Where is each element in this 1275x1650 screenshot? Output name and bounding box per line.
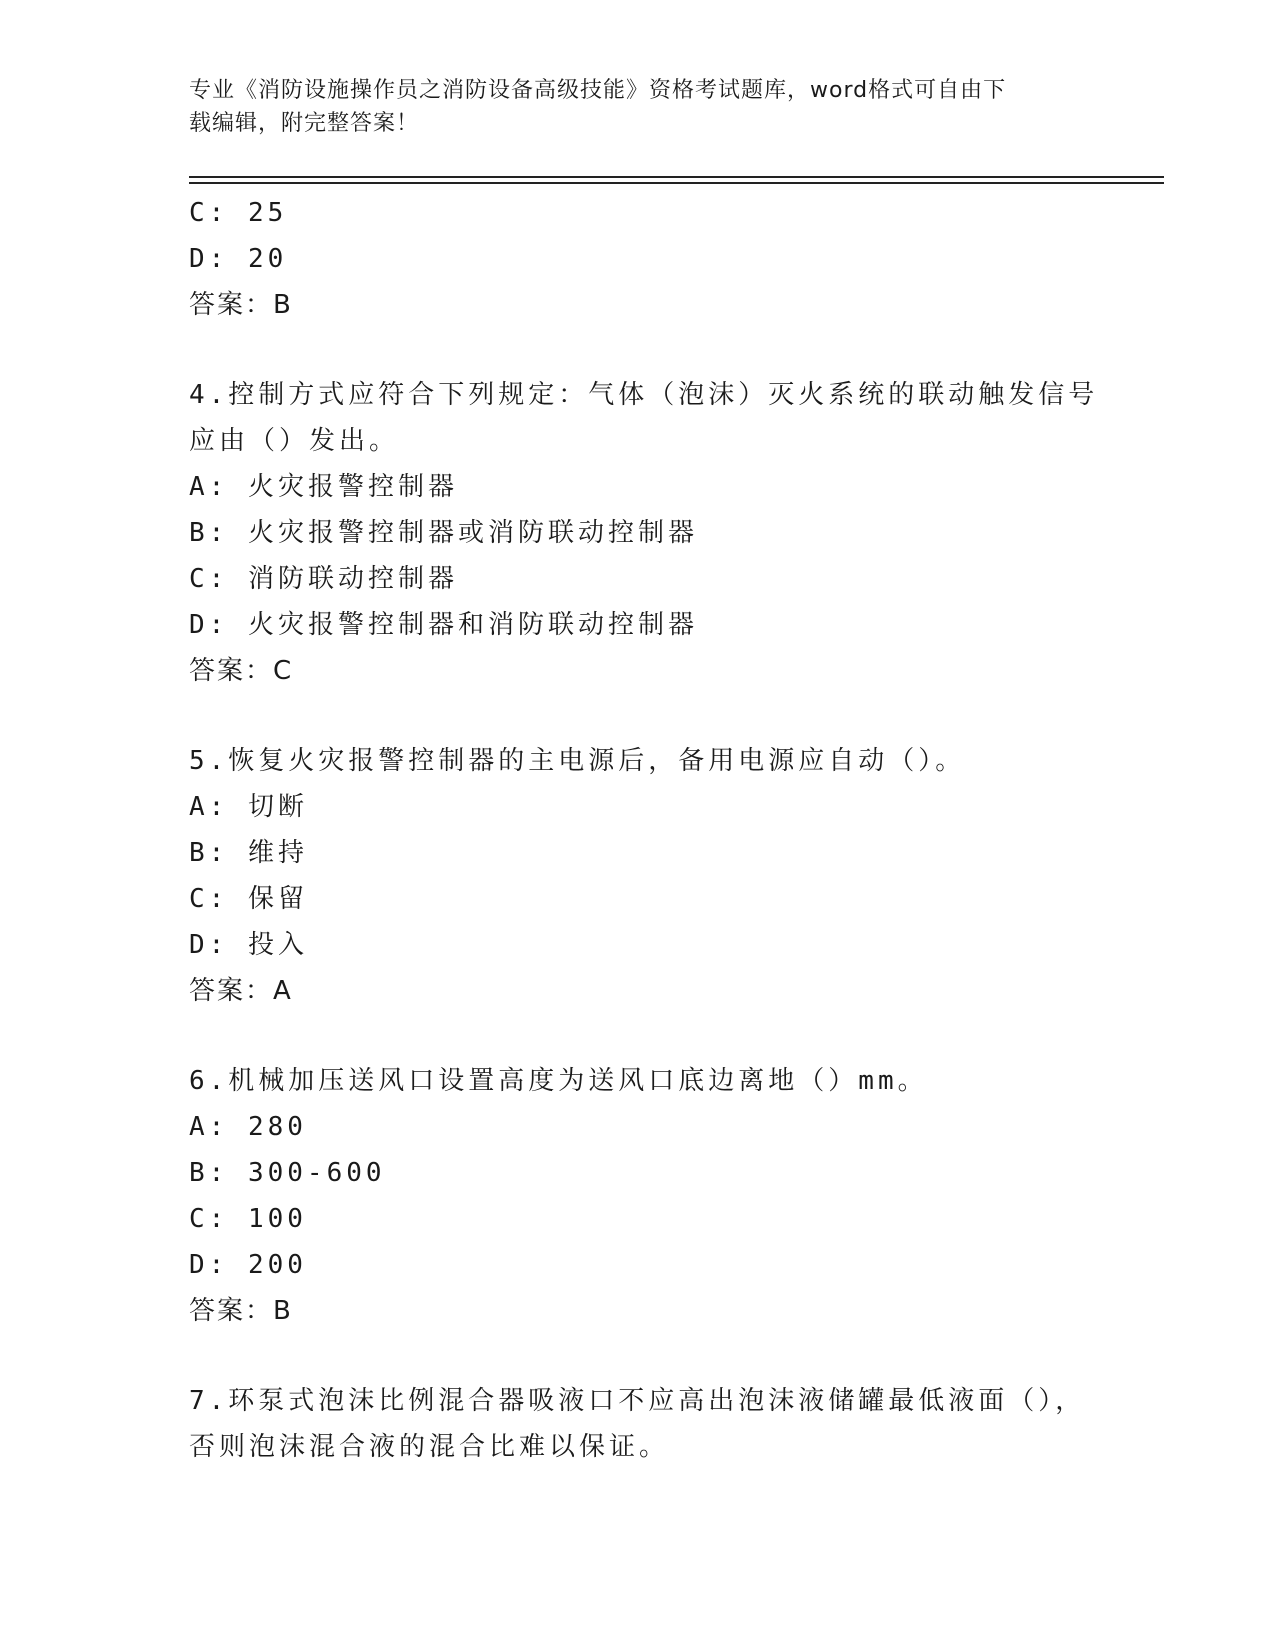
question-list xyxy=(189,190,1149,1470)
option-c: C: 消防联动控制器 xyxy=(189,564,458,594)
option-d: D: 投入 xyxy=(189,930,308,960)
option-d: D: 200 xyxy=(189,1250,307,1280)
option-c: C: 25 xyxy=(189,198,288,228)
answer: 答案：B xyxy=(189,290,293,320)
question-7 xyxy=(189,1378,1149,1470)
option-c: C: 100 xyxy=(189,1204,307,1234)
question-stem: 5.恢复火灾报警控制器的主电源后，备用电源应自动（）。 xyxy=(189,746,966,776)
option-c: C: 保留 xyxy=(189,884,308,914)
option-a: A: 切断 xyxy=(189,792,308,822)
option-b: B: 维持 xyxy=(189,838,308,868)
option-d: D: 20 xyxy=(189,244,288,274)
question-stem: 6.机械加压送风口设置高度为送风口底边离地（）mm。 xyxy=(189,1066,928,1096)
option-b: B: 火灾报警控制器或消防联动控制器 xyxy=(189,518,698,548)
question-stem: 7.环泵式泡沫比例混合器吸液口不应高出泡沫液储罐最低液面（）， xyxy=(189,1386,1086,1416)
header-divider-top xyxy=(189,176,1164,178)
header-divider-bottom xyxy=(189,182,1164,184)
answer: 答案：A xyxy=(189,976,293,1006)
option-a: A: 火灾报警控制器 xyxy=(189,472,458,502)
header-line-1: 专业《消防设施操作员之消防设备高级技能》资格考试题库，word格式可自由下 xyxy=(189,78,1007,103)
header-line-2: 载编辑，附完整答案！ xyxy=(189,111,420,136)
option-d: D: 火灾报警控制器和消防联动控制器 xyxy=(189,610,698,640)
question-stem-continued: 否则泡沫混合液的混合比难以保证。 xyxy=(189,1432,670,1462)
answer: 答案：B xyxy=(189,1296,293,1326)
question-stem-continued: 应由（）发出。 xyxy=(189,426,400,456)
question-5 xyxy=(189,738,1149,1014)
document-header xyxy=(189,74,1089,140)
question-4 xyxy=(189,372,1149,694)
question-stem: 4.控制方式应符合下列规定：气体（泡沫）灭火系统的联动触发信号 xyxy=(189,380,1099,410)
answer: 答案：C xyxy=(189,656,294,686)
option-a: A: 280 xyxy=(189,1112,307,1142)
option-b: B: 300-600 xyxy=(189,1158,386,1188)
question-3-tail xyxy=(189,190,1149,328)
question-6 xyxy=(189,1058,1149,1334)
